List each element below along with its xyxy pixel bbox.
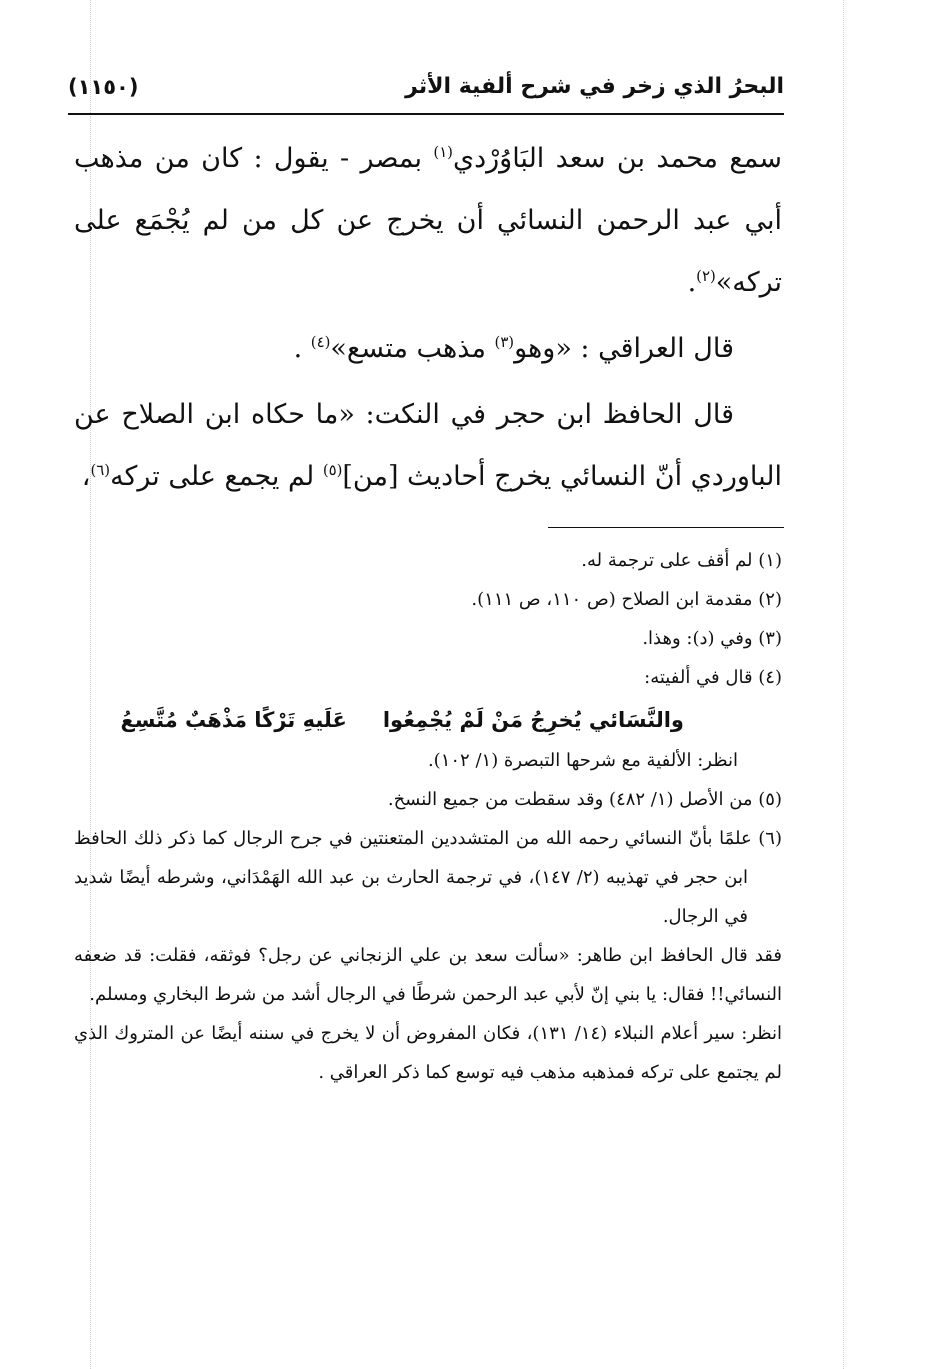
paragraph-2-part-a: قال العراقي : «وهو xyxy=(514,333,734,364)
paragraph-3-part-a: قال الحافظ ابن حجر في النكت: «ما حكاه ابن الصلاح عن الباوردي أنّ النسائي يخرج أحاديث [من] xyxy=(74,399,782,492)
poem-verse xyxy=(74,699,782,741)
main-text xyxy=(74,128,782,508)
footnote-separator xyxy=(548,527,784,528)
poem-hemistich-2: عَلَيهِ تَرْكًا مَذْهَبٌ مُتَّسِعُ xyxy=(120,708,347,732)
footnote-ref-4: (٤) xyxy=(310,333,331,351)
footnote-3: (٣) وفي (د): وهذا. xyxy=(642,628,782,649)
poem-hemistich-1: والنَّسَائي يُخرِجُ مَنْ لَمْ يُجْمِعُوا xyxy=(382,708,684,732)
footnote-ref-1: (١) xyxy=(433,143,453,161)
footnote-6-quote: فقد قال الحافظ ابن طاهر: «سألت سعد بن علي الزنجاني عن رجل؟ فوثقه، فقلت: قد ضعفه النسائي!! فقال: يا بني إنّ لأبي عبد الرحمن شرطًا في الرجال أشد من شرط البخاري ومسلم. xyxy=(74,945,782,1005)
paragraph-2-part-c: . xyxy=(293,333,311,364)
paragraph-2 xyxy=(74,318,782,380)
footnote-2: (٢) مقدمة ابن الصلاح (ص ١١٠، ص ١١١). xyxy=(471,589,782,610)
running-header xyxy=(68,70,784,110)
footnote-6: (٦) علمًا بأنّ النسائي رحمه الله من المتشددين المتعنتين في جرح الرجال كما ذكر ذلك الحافظ ابن حجر في تهذيبه (٢/ ١٤٧)، في ترجمة الحارث بن عبد الله الهَمْدَاني، وشرطه أيضًا شديد في الرجال. xyxy=(74,828,782,927)
page-number: (١١٥٠) xyxy=(68,75,139,99)
footnote-ref-3: (٣) xyxy=(494,333,515,351)
book-title: البحرُ الذي زخر في شرح ألفية الأثر xyxy=(405,74,784,99)
paragraph-1-part-b: بمصر - يقول : كان من مذهب أبي عبد الرحمن النسائي أن يخرج عن كل من لم يُجْمَع على تركه» xyxy=(74,143,782,298)
footnotes xyxy=(74,541,782,1092)
paragraph-3 xyxy=(74,384,782,508)
footnote-ref-5: (٥) xyxy=(322,461,343,479)
footnote-ref-2: (٢) xyxy=(696,267,716,285)
paragraph-3-part-b: لم يجمع على تركه xyxy=(110,461,323,492)
paragraph-3-part-c: ، xyxy=(81,461,91,492)
header-divider xyxy=(68,113,784,115)
paragraph-1-part-c: . xyxy=(687,267,697,298)
footnote-ref-6: (٦) xyxy=(90,461,111,479)
paragraph-1 xyxy=(74,128,782,314)
paragraph-2-part-b: مذهب متسع» xyxy=(330,333,495,364)
footnote-5: (٥) من الأصل (١/ ٤٨٢) وقد سقطت من جميع النسخ. xyxy=(387,789,782,810)
paragraph-1-part-a: سمع محمد بن سعد البَاوُرْدي xyxy=(452,143,782,174)
footnote-4: (٤) قال في ألفيته: xyxy=(644,667,782,688)
footnote-4-reference: انظر: الألفية مع شرحها التبصرة (١/ ١٠٢). xyxy=(427,750,738,771)
footnote-1: (١) لم أقف على ترجمة له. xyxy=(581,550,782,571)
scan-artifact-right xyxy=(843,0,844,1369)
footnote-6-reference: انظر: سير أعلام النبلاء (١٤/ ١٣١)، فكان المفروض أن لا يخرج في سننه أيضًا عن المتروك الذي لم يجتمع على تركه فمذهبه مذهب فيه توسع كما ذكر العراقي . xyxy=(74,1023,782,1083)
